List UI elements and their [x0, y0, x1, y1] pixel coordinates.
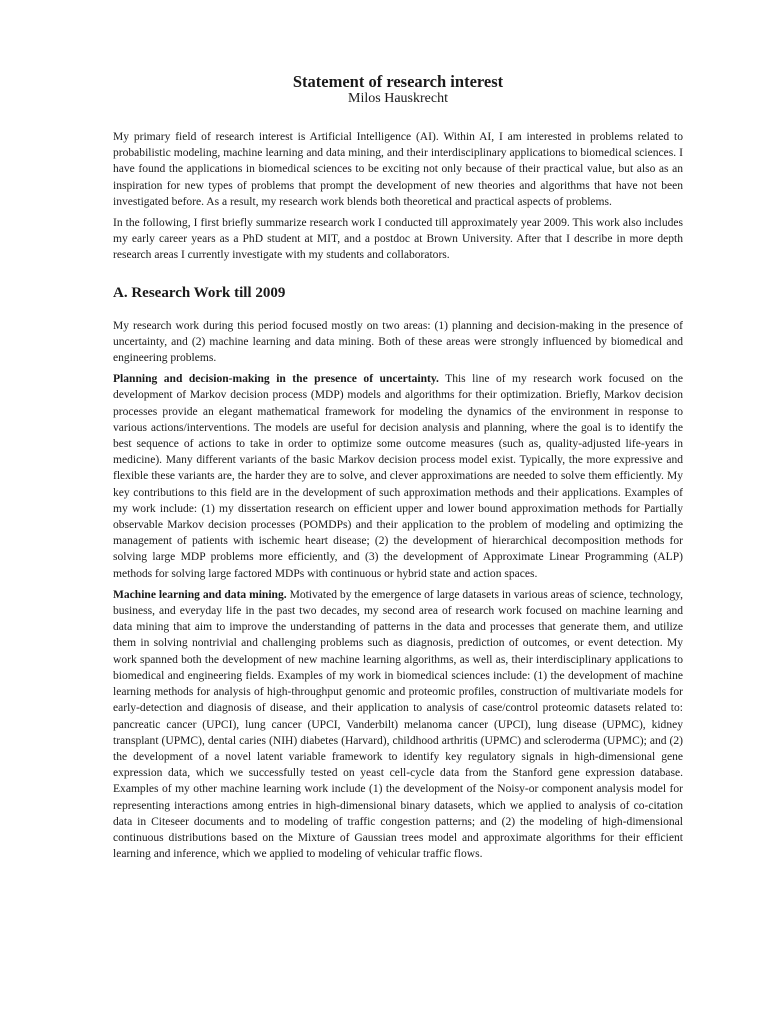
- planning-paragraph: [113, 371, 683, 582]
- document-author: Milos Hauskrecht: [348, 91, 448, 106]
- planning-text: This line of my research work focused on the development of Markov decision process (MDP) models and algorithms for their optimization. Briefly, Markov decision processes provide an elegant mathematical framework for modeling the dynamics of the environment in response to various actions/interventions. The models are useful for decision analysis and planning, where the goal is to identify the best sequence of actions to take in order to optimize some outcome measures (such as, quality-adjusted life-years in medicine). Many different variants of the basic Markov decision process model exist. Typically, the more expressive and flexible these variants are, the harder they are to solve, and clever approximations are needed to solve them efficiently. My key contributions to this field are in the development of such approximation methods and their applications. Examples of my work include: (1) my dissertation research on efficient upper and lower bound approximation methods for Partially observable Markov decision processes (POMDPs) and their application to the problem of modeling and optimizing the management of patients with ischemic heart disease; (2) the development of hierarchical decomposition methods for solving large MDP problems more efficiently, and (3) the development of Approximate Linear Programming (ALP) methods for solving large factored MDPs with continuous or hybrid state and action spaces.: [113, 373, 683, 580]
- ml-lead-heading: Machine learning and data mining.: [113, 588, 287, 601]
- ml-paragraph: [113, 587, 683, 862]
- intro-paragraph-1: My primary field of research interest is Artificial Intelligence (AI). Within AI, I am interested in problems related to probabilistic modeling, machine learning and data mining, and their interdisciplinary applications to biomedical sciences. I have found the applications in biomedical sciences to be exciting not only because of their practical value, but also as an inspiration for new types of problems that prompt the development of new theories and algorithms that have not been investigated before. As a result, my research work blends both theoretical and practical aspects of problems.: [113, 131, 683, 208]
- document-page: [113, 72, 683, 867]
- intro-paragraph-2: In the following, I first briefly summarize research work I conducted till approximately year 2009. This work also includes my early career years as a PhD student at MIT, and a postdoc at Brown University. After that I describe in more depth research areas I currently investigate with my students and collaborators.: [113, 217, 683, 262]
- section-a-heading: A. Research Work till 2009: [113, 284, 286, 301]
- planning-lead-heading: Planning and decision-making in the presence of uncertainty.: [113, 373, 439, 386]
- document-title: Statement of research interest: [292, 72, 504, 91]
- section-a-intro-paragraph: My research work during this period focused mostly on two areas: (1) planning and decision-making in the presence of uncertainty, and (2) machine learning and data mining. Both of these areas were strongly influenced by biomedical and engineering problems.: [113, 319, 683, 365]
- ml-text: Motivated by the emergence of large datasets in various areas of science, technology, business, and everyday life in the past two decades, my second area of research work focused on machine learning and data mining that aim to improve the understanding of patterns in the data and processes that generate them, and utilize them in solving nontrivial and challenging problems such as diagnosis, prediction of outcomes, or event detection. My work spanned both the development of new machine learning algorithms, as well as, their interdisciplinary applications to biomedical and engineering fields. Examples of my work in biomedical sciences include: (1) the development of machine learning methods for analysis of high-throughput genomic and proteomic profiles, construction of multivariate models for early-detection and diagnosis of disease, and their application to analysis of case/control proteomic datasets related to: pancreatic cancer (UPCI), lung cancer (UPCI, Vanderbilt) melanoma cancer (UPCI), lung disease (UPMC), kidney transplant (UPMC), dental caries (NIH) diabetes (Harvard), childhood arthritis (UPMC) and scleroderma (UPMC); and (2) the development of a novel latent variable framework to identify key regulatory signals in high-dimensional gene expression data, which we successfully tested on yeast cell-cycle data from the Stanford gene expression database. Examples of my other machine learning work include (1) the development of the Noisy-or component analysis model for representing interactions among entries in high-dimensional binary datasets, which we applied to analysis of co-citation data in Citeseer documents and to modeling of traffic congestion patterns; and (2) the modeling of high-dimensional continuous distributions based on the Mixture of Gaussian trees model and approximate algorithms for their efficient learning and inference, which we applied to modeling of vehicular traffic flows.: [113, 588, 684, 861]
